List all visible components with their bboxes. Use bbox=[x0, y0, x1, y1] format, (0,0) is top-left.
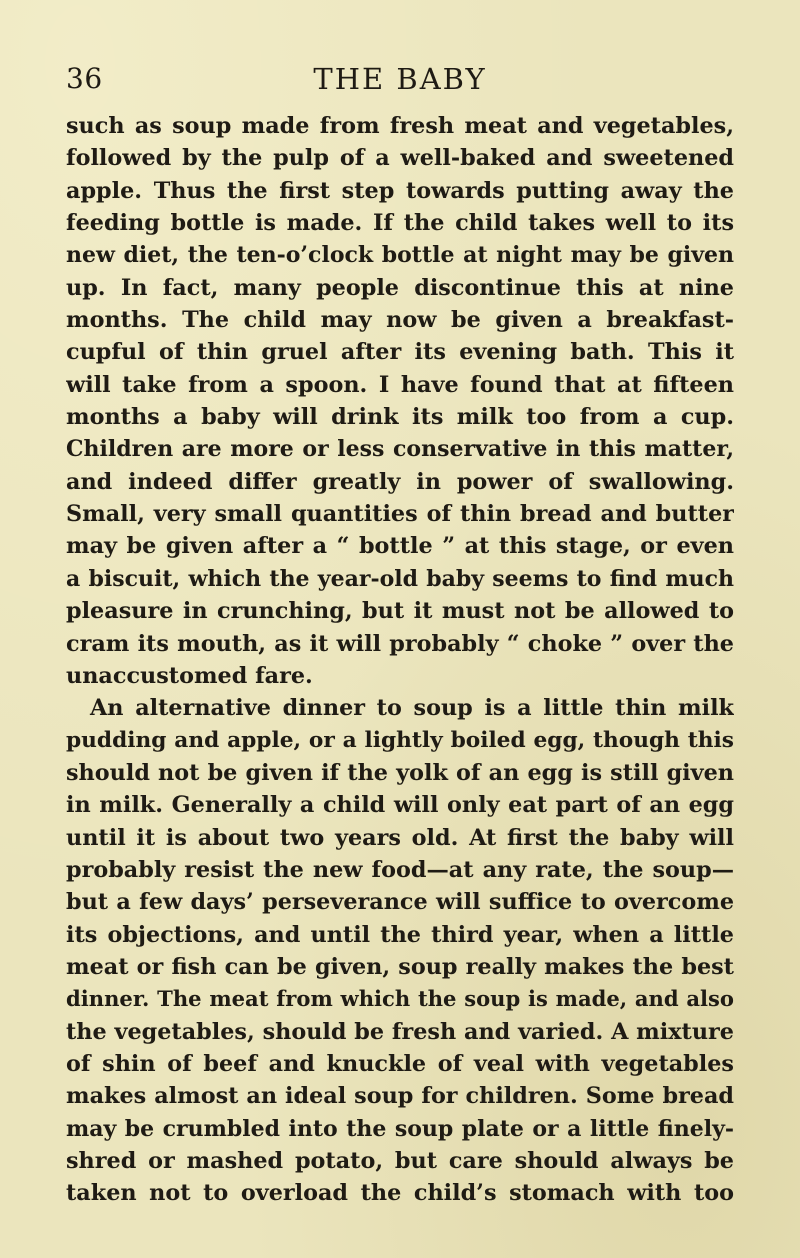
page-header bbox=[66, 62, 734, 102]
text-line: such as soup made from fresh meat and vegetables, bbox=[66, 113, 734, 139]
page-number: 36 bbox=[66, 62, 103, 95]
text-line: apple. Thus the first step towards putting away the bbox=[66, 177, 734, 204]
text-line: of shin of beef and knuckle of veal with vegetables bbox=[66, 1050, 734, 1077]
body-text bbox=[66, 110, 734, 1210]
text-line: taken not to overload the child’s stomach with too bbox=[66, 1180, 734, 1207]
text-line: in milk. Generally a child will only eat part of an egg bbox=[66, 792, 734, 819]
text-line: months. The child may now be given a breakfast- bbox=[66, 307, 734, 334]
text-line: until it is about two years old. At first the baby will bbox=[66, 824, 734, 851]
text-line: will take from a spoon. I have found that at fifteen bbox=[66, 371, 734, 398]
text-line: feeding bottle is made. If the child takes well to its bbox=[66, 210, 734, 237]
text-line: pleasure in crunching, but it must not be allowed to bbox=[66, 598, 734, 625]
text-line: cupful of thin gruel after its evening bath. This it bbox=[66, 339, 734, 366]
text-line: and indeed differ greatly in power of swallowing. bbox=[66, 468, 734, 495]
text-line: but a few days’ perseverance will suffice to overcome bbox=[66, 889, 734, 916]
text-line: a biscuit, which the year-old baby seems to find much bbox=[66, 565, 734, 592]
running-head: THE BABY bbox=[313, 62, 487, 96]
text-line: pudding and apple, or a lightly boiled egg, though this bbox=[66, 727, 734, 753]
text-line: months a baby will drink its milk too from a cup. bbox=[66, 404, 734, 431]
text-line: its objections, and until the third year, when a little bbox=[66, 921, 734, 948]
text-line-paragraph-end: unaccustomed fare. bbox=[66, 662, 313, 689]
text-line: shred or mashed potato, but care should always be bbox=[66, 1148, 734, 1174]
text-line: the vegetables, should be fresh and varied. A mixture bbox=[66, 1018, 734, 1045]
text-line: dinner. The meat from which the soup is made, and also bbox=[66, 986, 734, 1012]
text-line: meat or fish can be given, soup really makes the best bbox=[66, 953, 734, 980]
text-line: probably resist the new food—at any rate, the soup— bbox=[66, 856, 734, 883]
text-line: up. In fact, many people discontinue this at nine bbox=[66, 274, 734, 301]
text-line: Small, very small quantities of thin bread and butter bbox=[66, 501, 734, 528]
text-line: cram its mouth, as it will probably “ choke ” over the bbox=[66, 630, 734, 657]
text-line: followed by the pulp of a well-baked and sweetened bbox=[66, 145, 734, 172]
text-line: makes almost an ideal soup for children. Some bread bbox=[66, 1083, 734, 1110]
text-line: should not be given if the yolk of an egg is still given bbox=[66, 759, 734, 786]
text-line-paragraph-start: An alternative dinner to soup is a little thin milk bbox=[90, 695, 734, 722]
text-line: may be given after a “ bottle ” at this stage, or even bbox=[66, 533, 734, 560]
text-line: Children are more or less conservative in this matter, bbox=[66, 436, 734, 463]
text-line: may be crumbled into the soup plate or a little finely- bbox=[66, 1115, 734, 1142]
text-line: new diet, the ten-o’clock bottle at night may be given bbox=[66, 242, 734, 269]
